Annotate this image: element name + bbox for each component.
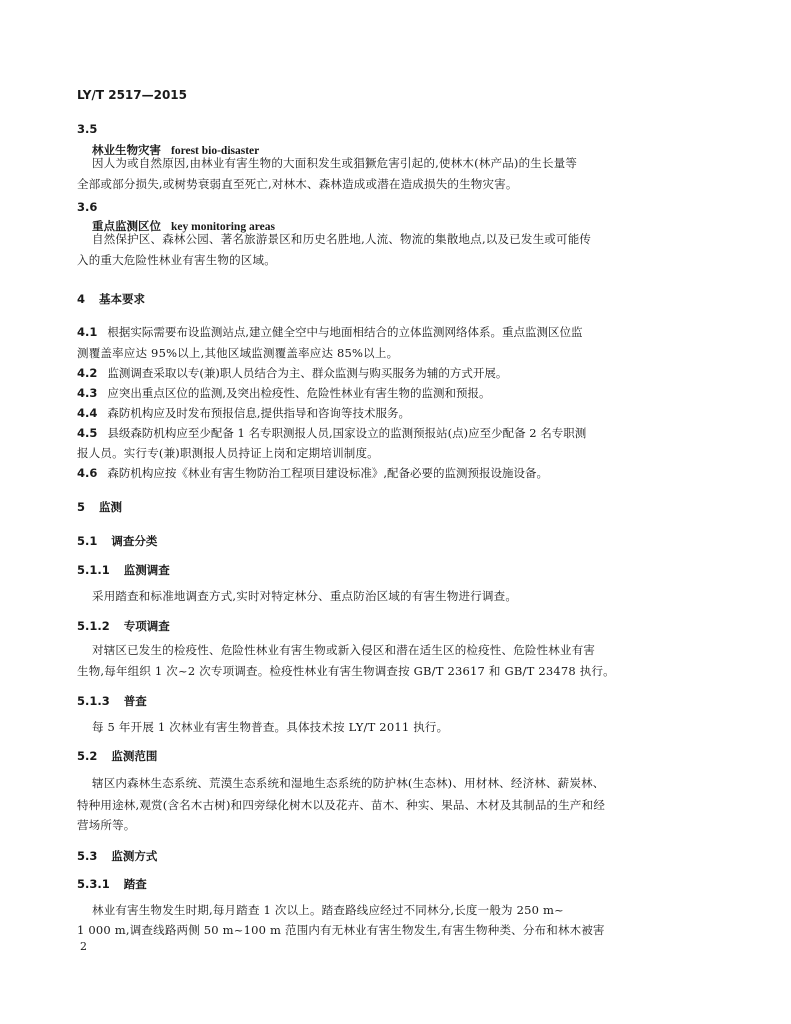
- section-5-2-line2: 特种用途林,观赏(含名木古树)和四旁绿化树木以及花卉、苗木、种实、果品、木材及其制品的生产和经: [77, 798, 606, 812]
- section-5-3-1-line2: 1 000 m,调查线路两侧 50 m~100 m 范围内有无林业有害生物发生,有害生物种类、分布和林木被害: [77, 923, 605, 937]
- section-5-1-2-heading: 5.1.2 专项调查: [77, 619, 170, 633]
- section-5-1-2-line1: 对辖区已发生的检疫性、危险性林业有害生物或新入侵区和潜在适生区的检疫性、危险性林业有害: [92, 643, 596, 657]
- clause-number-3-6: 3.6: [77, 200, 98, 214]
- clause-4-5-line2: 报人员。实行专(兼)职测报人员持证上岗和定期培训制度。: [77, 446, 379, 460]
- section-4-heading: 4 基本要求: [77, 292, 146, 306]
- definition-3-5-line1: 因人为或自然原因,由林业有害生物的大面积发生或猖獗危害引起的,使林木(林产品)的生长量等: [92, 156, 578, 170]
- term-en: key monitoring areas: [171, 221, 275, 233]
- section-5-3-1-line1: 林业有害生物发生时期,每月踏查 1 次以上。踏查路线应经过不同林分,长度一般为 250 m~: [92, 903, 564, 917]
- clause-4-4: 4.4 森防机构应及时发布预报信息,提供指导和咨询等技术服务。: [77, 406, 411, 420]
- term-cn: 林业生物灾害: [92, 143, 161, 157]
- clause-4-6: 4.6 森防机构应按《林业有害生物防治工程项目建设标准》,配备必要的监测预报设施设备。: [77, 466, 549, 480]
- page-number: 2: [80, 940, 87, 953]
- section-5-3-heading: 5.3 监测方式: [77, 849, 158, 863]
- section-5-2-line3: 营场所等。: [77, 818, 136, 832]
- section-5-1-1-heading: 5.1.1 监测调查: [77, 563, 170, 577]
- clause-4-1-line1: 4.1 根据实际需要布设监测站点,建立健全空中与地面相结合的立体监测网络体系。重点监测区位监: [77, 325, 583, 339]
- section-5-heading: 5 监测: [77, 500, 123, 514]
- clause-4-1-line2: 测覆盖率应达 95%以上,其他区域监测覆盖率应达 85%以上。: [77, 346, 399, 360]
- clause-4-5-line1: 4.5 县级森防机构应至少配备 1 名专职测报人员,国家设立的监测预报站(点)应至少配备 2 名专职测: [77, 426, 587, 440]
- section-5-2-line1: 辖区内森林生态系统、荒漠生态系统和湿地生态系统的防护林(生态林)、用材林、经济林、薪炭林、: [92, 776, 605, 790]
- definition-3-6-line2: 入的重大危险性林业有害生物的区域。: [77, 253, 276, 267]
- document-code-header: LY/T 2517—2015: [77, 88, 188, 102]
- term-en: forest bio-disaster: [171, 145, 260, 157]
- section-5-1-2-line2: 生物,每年组织 1 次~2 次专项调查。检疫性林业有害生物调查按 GB/T 23617 和 GB/T 23478 执行。: [77, 664, 615, 678]
- term-cn: 重点监测区位: [92, 219, 161, 233]
- section-5-1-3-heading: 5.1.3 普查: [77, 694, 147, 708]
- section-5-1-heading: 5.1 调查分类: [77, 534, 158, 548]
- section-5-3-1-heading: 5.3.1 踏查: [77, 877, 147, 891]
- section-5-1-3-text: 每 5 年开展 1 次林业有害生物普查。具体技术按 LY/T 2011 执行。: [92, 720, 449, 734]
- clause-4-3: 4.3 应突出重点区位的监测,及突出检疫性、危险性林业有害生物的监测和预报。: [77, 386, 491, 400]
- definition-3-5-line2: 全部或部分损失,或树势衰弱直至死亡,对林木、森林造成或潜在造成损失的生物灾害。: [77, 177, 518, 191]
- section-5-2-heading: 5.2 监测范围: [77, 749, 158, 763]
- section-5-1-1-text: 采用踏查和标准地调查方式,实时对特定林分、重点防治区域的有害生物进行调查。: [92, 589, 518, 603]
- clause-4-2: 4.2 监测调查采取以专(兼)职人员结合为主、群众监测与购买服务为辅的方式开展。: [77, 366, 508, 380]
- definition-3-6-line1: 自然保护区、森林公园、著名旅游景区和历史名胜地,人流、物流的集散地点,以及已发生或可能传: [92, 232, 592, 246]
- clause-number-3-5: 3.5: [77, 122, 98, 136]
